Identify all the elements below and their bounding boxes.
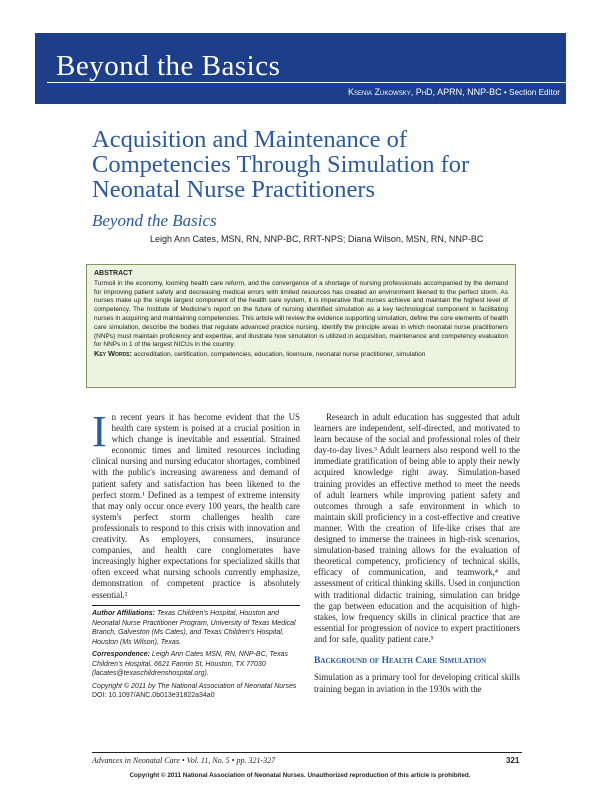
journal-citation: Advances in Neonatal Care • Vol. 11, No. 5 • pp. 321-327: [92, 756, 276, 765]
body-column-left: [92, 407, 300, 601]
abstract-box: [86, 264, 516, 388]
copyright-notice: Copyright © 2011 National Association of Neonatal Nurses. Unauthorized reproduction of this article is prohibited.: [129, 772, 471, 779]
section-editor: [348, 87, 560, 97]
drop-cap: I: [92, 407, 107, 456]
bullet-separator: •: [503, 88, 510, 97]
doi-line: DOI: 10.1097/ANC.0b013e31822a34a0: [92, 692, 215, 699]
section-title: Beyond the Basics: [56, 50, 281, 82]
correspondence-text: Leigh Ann Cates MSN, RN, NNP-BC, Texas Children's Hospital, 6621 Fannin St, Houston, TX 77030 (lacates@texaschildrenshospital.org).: [92, 651, 288, 677]
research-paragraph: Research in adult education has suggested that adult learners are independent, self-directed, and motivated to learn because of the social and professional roles of their day-to-day lives.³ Adult learners also respond well to the immediate gratification of being able to apply their newly acquired knowledge right away. Simulation-based training provides an effective method to meet the needs of adult learners while improving patient safety and outcomes through a safe environment in which to maintain skill proficiency in a cost-effective and creative manner. With the creation of life-like crises that are designed to immerse the trainees in high-risk scenarios, simulation-based training allows for the evaluation of theoretical competency, proficiency of technical skills, efficacy of communication, and teamwork,⁴ and assessment of critical thinking skills. Used in conjunction with traditional didactic training, simulation can bridge the gap between education and the acquisition of high-stakes, low frequency skills in clinical practice that are essential for progression of novice to expert practitioners and for safe, quality patient care.⁵: [314, 412, 520, 644]
editor-name: Ksenia Zukowsky, PhD, APRN, NNP-BC: [348, 87, 502, 97]
keywords-label: Key Words:: [94, 349, 132, 359]
keywords-text: accreditation, certification, competencies, education, licensure, neonatal nurse practitioner, simulation: [133, 351, 426, 359]
keywords: [94, 350, 508, 360]
affiliation-block: [92, 609, 300, 647]
page-number: 321: [506, 756, 520, 765]
banner-divider: [47, 82, 566, 83]
body-column-right: [314, 412, 520, 695]
correspondence-block: [92, 650, 300, 679]
correspondence-label: Correspondence:: [92, 651, 150, 658]
copyright-line: Copyright © 2011 by The National Association of Neonatal Nurses: [92, 682, 297, 690]
affiliation-label: Author Affiliations:: [92, 610, 155, 617]
author-affiliations: [92, 605, 300, 701]
intro-paragraph: n recent years it has become evident that the US health care system is poised at a crucial position in which change is inevitable and essential. Strained economic times and limited resources including clinical nursing and nursing educator shortages, combined with the public's increasing awareness and demand of patient safety and satisfaction has been likened to the perfect storm.¹ Defined as a tempest of extreme intensity that may only occur once every 100 years, the health care system's perfect storm challenges health care professionals to respond to this crisis with innovation and creativity. As employers, consumers, insurance companies, and health care conglomerates have increasingly higher expectations for specialized skills that often exceed what nursing schools currently emphasize, demonstration of competent practice is absolutely essential.²: [92, 412, 300, 600]
section-paragraph: Simulation as a primary tool for developing critical skills training began in aviation in the 1930s with the: [314, 672, 520, 694]
editor-role: Section Editor: [509, 88, 560, 97]
section-heading: Background of Health Care Simulation: [314, 654, 487, 666]
article-subtitle: Beyond the Basics: [92, 211, 217, 230]
authors: Leigh Ann Cates, MSN, RN, NNP-BC, RRT-NPS; Diana Wilson, MSN, RN, NNP-BC: [150, 234, 484, 244]
affiliation-text: Texas Children's Hospital, Houston and Neonatal Nurse Practitioner Program, University of Texas Medical Branch, Galveston (Ms Cates), and Texas Children's Hospital, Houston (Ms Wilson), Texas.: [92, 610, 296, 646]
abstract-heading: ABSTRACT: [94, 270, 133, 277]
footer-divider: [92, 752, 522, 753]
abstract-text: Turmoil in the economy, looming health care reform, and the convergence of a shortage of nursing professionals accompanied by the demand for improving patient safety and decreasing medical errors with limited resources has created an environment likened to the perfect storm. As nurses make up the single largest component of the health care system, it is imperative that nurses achieve and maintain the highest level of competency. The Institute of Medicine's report on the future of nursing identified simulation as a key technological component in facilitating nurses in acquiring and maintaining competencies. This article will review the evidence supporting simulation, define the core elements of health care simulation, describe the bodies that regulate advanced practice nursing, identify the principle areas in which neonatal nurse practitioners (NNPs) must maintain proficiency and expertise, and illustrate how simulation is utilized in acquisition, maintenance and competency evaluation for NNPs in 1 of the largest NICUs in the country.: [94, 279, 508, 349]
article-title: Acquisition and Maintenance of Competencies Through Simulation for Neonatal Nurse Practitioners: [92, 126, 470, 203]
